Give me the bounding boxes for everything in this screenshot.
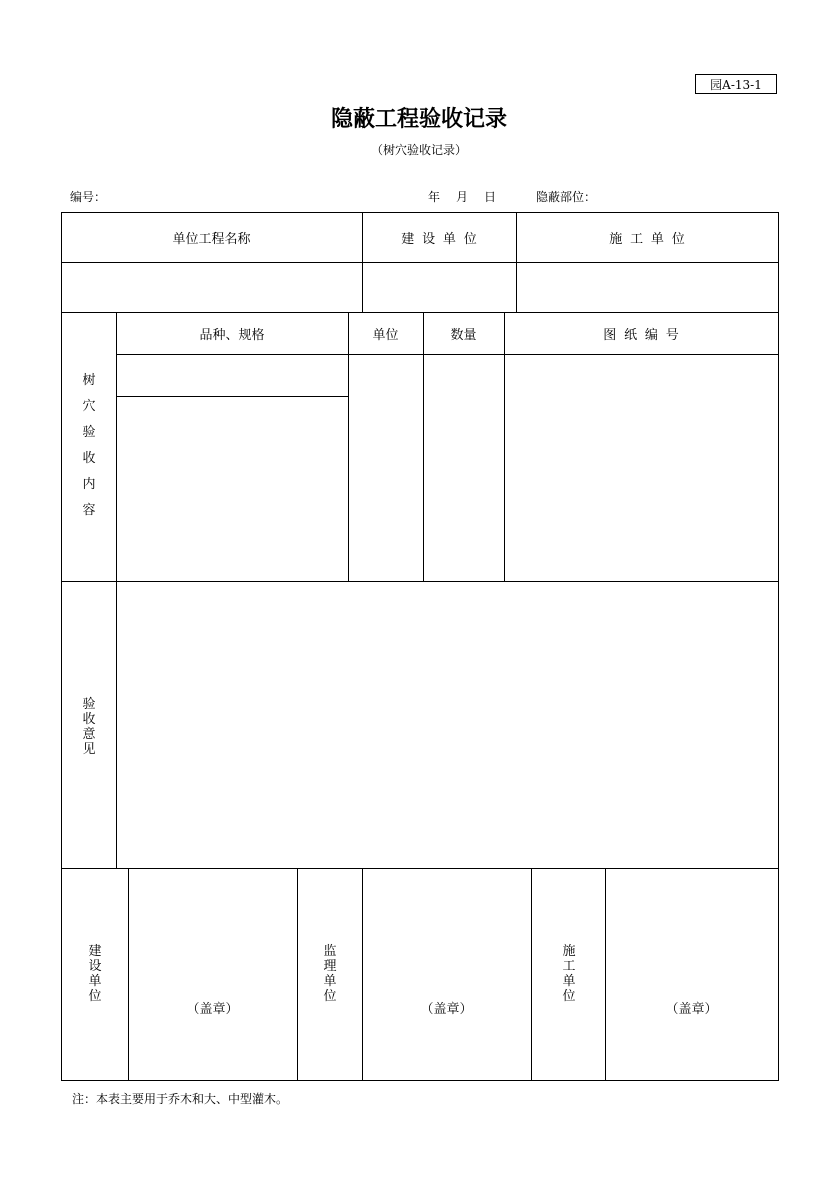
- variety-header: 品种、规格: [199, 327, 265, 343]
- project-name-field[interactable]: [61, 262, 362, 312]
- page-title: 隐蔽工程验收记录: [330, 106, 507, 132]
- year-label: 年: [428, 190, 441, 204]
- quantity-field[interactable]: [423, 354, 504, 581]
- contractor-field[interactable]: [516, 262, 778, 312]
- number-label: 编号：: [70, 190, 107, 204]
- day-label: 日: [484, 190, 497, 204]
- month-label: 月: [456, 190, 469, 204]
- unit-header: 单位: [372, 327, 399, 343]
- variety-field-2[interactable]: [116, 396, 348, 581]
- builder-seal: （盖章）: [186, 1001, 239, 1017]
- footer-note: 注：本表主要用于乔木和大、中型灌木。: [72, 1092, 289, 1106]
- location-label: 隐蔽部位：: [536, 190, 597, 204]
- quantity-header: 数量: [450, 327, 477, 343]
- builder-sign-label: 建设单位: [88, 944, 102, 1004]
- variety-field-1[interactable]: [116, 354, 348, 396]
- drawing-number-header: 图纸编号: [603, 327, 687, 343]
- unit-field[interactable]: [348, 354, 423, 581]
- supervisor-seal: （盖章）: [420, 1001, 473, 1017]
- opinion-field[interactable]: [116, 581, 778, 868]
- supervisor-sign-label: 监理单位: [323, 944, 337, 1004]
- project-name-header: 单位工程名称: [172, 231, 251, 247]
- content-side-label: 树穴验收内容: [82, 373, 96, 518]
- opinion-side-label: 验收意见: [82, 697, 96, 757]
- builder-field[interactable]: [362, 262, 516, 312]
- form-code: 园A-13-1: [695, 74, 777, 94]
- builder-header: 建设单位: [401, 231, 485, 247]
- contractor-seal: （盖章）: [665, 1001, 718, 1017]
- page-subtitle: （树穴验收记录）: [370, 143, 467, 157]
- contractor-header: 施工单位: [609, 231, 693, 247]
- contractor-sign-label: 施工单位: [562, 944, 576, 1004]
- drawing-number-field[interactable]: [504, 354, 778, 581]
